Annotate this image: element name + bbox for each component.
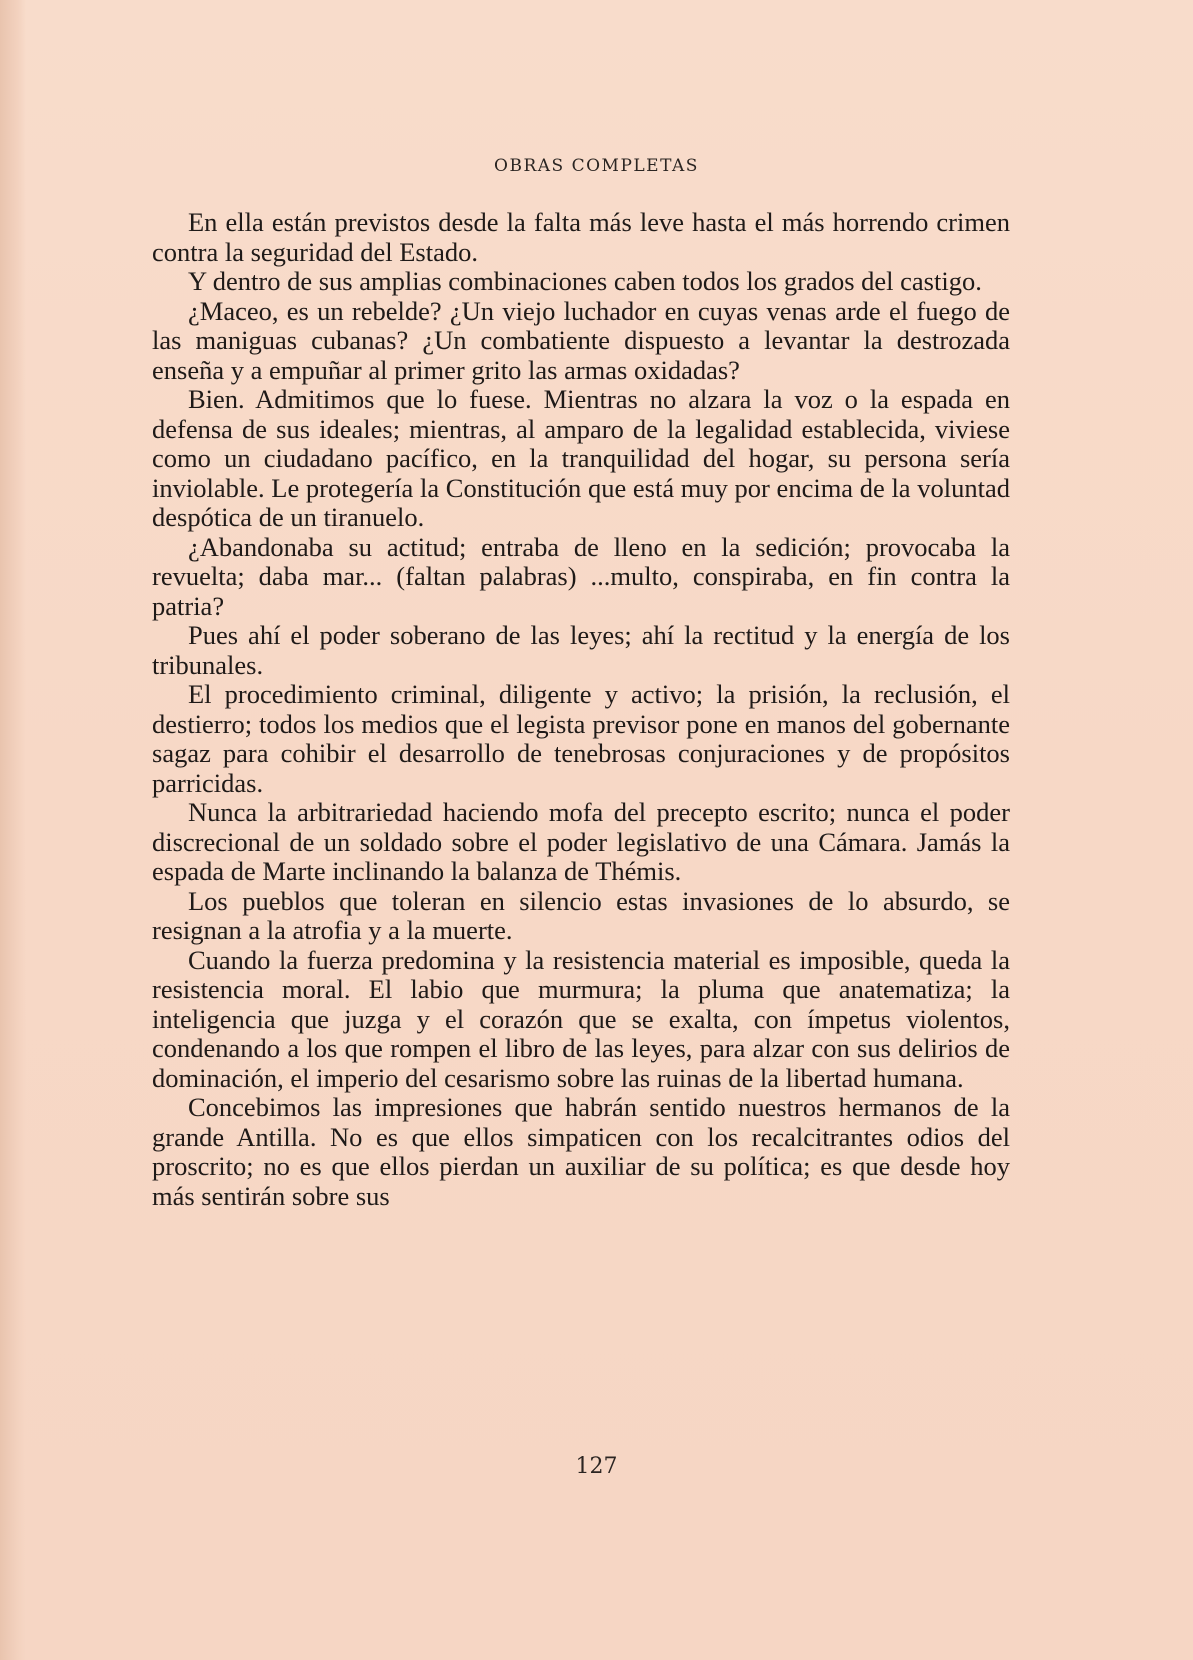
paragraph: ¿Maceo, es un rebelde? ¿Un viejo luchador en cuyas venas arde el fuego de las maniguas cubanas? ¿Un combatiente dispuesto a levantar la destrozada enseña y a empuñar al primer grito las armas oxidadas? [152,295,1010,385]
paragraph: En ella están previstos desde la falta más leve hasta el más horrendo crimen contra la seguridad del Estado. [152,207,1010,267]
body-text [152,208,1010,1211]
paragraph: Bien. Admitimos que lo fuese. Mientras no alzara la voz o la espada en defensa de sus ideales; mientras, al amparo de la legalidad establecida, viviese como un ciudadano pacífico, en la tranquilidad del hogar, su persona sería inviolable. Le protegería la Constitución que está muy por encima de la voluntad despótica de un tiranuelo. [152,384,1010,532]
paragraph: Los pueblos que toleran en silencio estas invasiones de lo absurdo, se resignan a la atrofia y a la muerte. [152,885,1010,945]
page-left-edge [0,0,26,1660]
running-head: OBRAS COMPLETAS [494,156,699,176]
paragraph: Y dentro de sus amplias combinaciones caben todos los grados del castigo. [188,266,982,296]
page-number: 127 [575,1454,618,1479]
paragraph: Concebimos las impresiones que habrán sentido nuestros hermanos de la grande Antilla. No es que ellos simpaticen con los recalcitrantes odios del proscrito; no es que ellos pierdan un auxiliar de su política; es que desde hoy más sentirán sobre sus [152,1092,1010,1211]
paragraph: El procedimiento criminal, diligente y activo; la prisión, la reclusión, el destierro; todos los medios que el legista previsor pone en manos del gobernante sagaz para cohibir el desarrollo de tenebrosas conjuraciones y de propósitos parricidas. [152,679,1010,798]
paragraph: Pues ahí el poder soberano de las leyes; ahí la rectitud y la energía de los tribunales. [152,620,1010,680]
paragraph: Nunca la arbitrariedad haciendo mofa del precepto escrito; nunca el poder discrecional de un soldado sobre el poder legislativo de una Cámara. Jamás la espada de Marte inclinando la balanza de Thémis. [152,797,1010,886]
paragraph: Cuando la fuerza predomina y la resistencia material es imposible, queda la resistencia moral. El labio que murmura; la pluma que anatematiza; la inteligencia que juzga y el corazón que se exalta, con ímpetus violentos, condenando a los que rompen el libro de las leyes, para alzar con sus delirios de dominación, el imperio del cesarismo sobre las ruinas de la libertad humana. [152,944,1010,1093]
paragraph: ¿Abandonaba su actitud; entraba de lleno en la sedición; provocaba la revuelta; daba mar... (faltan palabras) ...multo, conspiraba, en fin contra la patria? [152,531,1010,621]
